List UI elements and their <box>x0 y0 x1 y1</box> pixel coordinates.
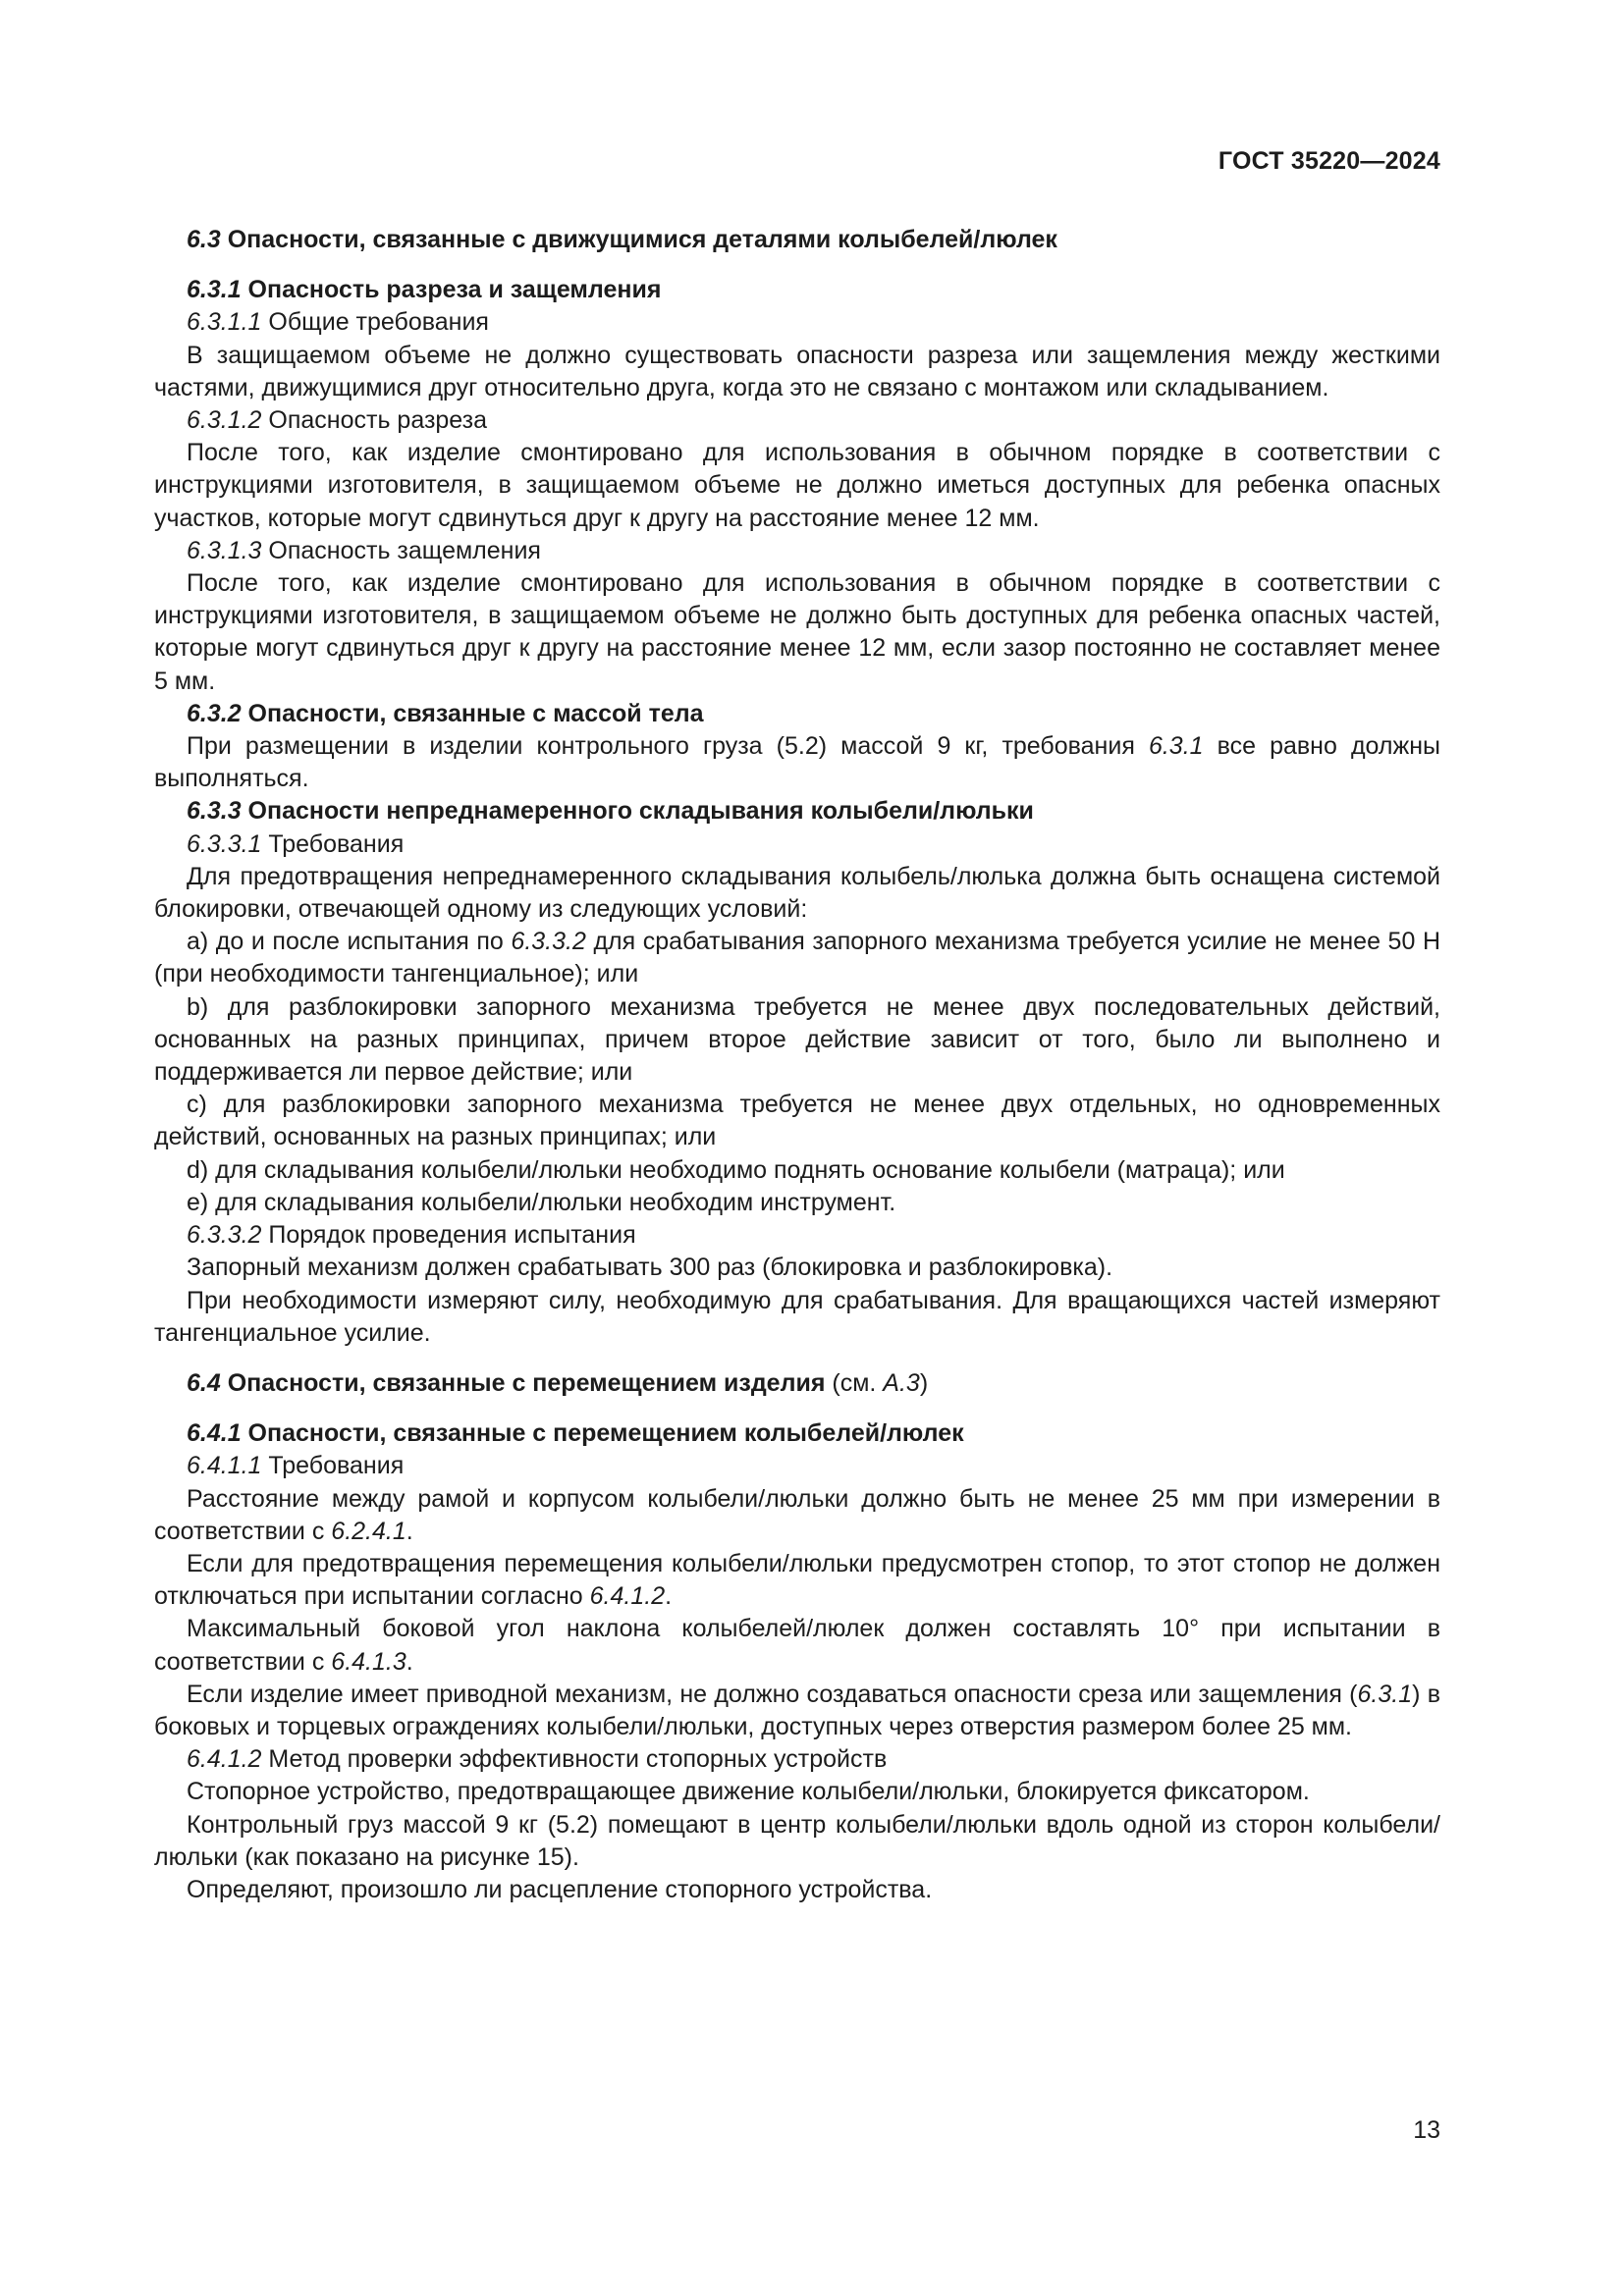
section-6-4-1-heading: 6.4.1 Опасности, связанные с перемещением колыбелей/люлек <box>187 1419 964 1448</box>
paragraph-6-3-3-2-b: При необходимости измеряют силу, необходимую для срабатывания. Для вращающихся частей измеряют тангенциальное усилие. <box>154 1286 1440 1347</box>
section-6-4-1-1-heading: 6.4.1.1 Требования <box>187 1452 405 1480</box>
section-6-3-2-heading: 6.3.2 Опасности, связанные с массой тела <box>187 699 704 727</box>
section-6-4-1-2-heading: 6.4.1.2 Метод проверки эффективности стопорных устройств <box>187 1745 888 1774</box>
section-6-3-1-2-heading: 6.3.1.2 Опасность разреза <box>187 406 488 435</box>
section-6-3-1-heading: 6.3.1 Опасность разреза и защемления <box>187 276 662 304</box>
paragraph-6-4-1-1-b: Если для предотвращения перемещения колыбели/люльки предусмотрен стопор, то этот стопор не должен отключаться при испытании согласно 6.4.1.2. <box>154 1549 1440 1611</box>
paragraph-6-4-1-1-a: Расстояние между рамой и корпусом колыбели/люльки должно быть не менее 25 мм при измерении в соответствии с 6.2.4.1. <box>154 1484 1440 1545</box>
paragraph-6-3-1-1: В защищаемом объеме не должно существовать опасности разреза или защемления между жесткими частями, движущимися друг относительно друга, когда это не связано с монтажом или складыванием. <box>154 341 1440 401</box>
paragraph-6-4-1-2-a: Стопорное устройство, предотвращающее движение колыбели/люльки, блокируется фиксатором. <box>187 1778 1310 1806</box>
paragraph-6-4-1-2-c: Определяют, произошло ли расцепление стопорного устройства. <box>187 1875 933 1903</box>
list-item-b: b) для разблокировки запорного механизма требуется не менее двух последовательных действий, основанных на разных принципах, причем второе действие зависит от того, было ли выполнено и поддерживается ли первое действие; или <box>154 992 1440 1087</box>
paragraph-6-3-2: При размещении в изделии контрольного груза (5.2) массой 9 кг, требования 6.3.1 все равно должны выполняться. <box>154 732 1440 793</box>
paragraph-6-4-1-1-d: Если изделие имеет приводной механизм, не должно создаваться опасности среза или защемления (6.3.1) в боковых и торцевых ограждениях колыбели/люльки, доступных через отверстия размером более 25 мм. <box>154 1680 1440 1740</box>
paragraph-6-4-1-1-c: Максимальный боковой угол наклона колыбелей/люлек должен составлять 10° при испытании в соответствии с 6.4.1.3. <box>154 1615 1440 1676</box>
section-6-4-heading: 6.4 Опасности, связанные с перемещением изделия (см. А.3) <box>187 1368 929 1397</box>
section-6-3-3-2-heading: 6.3.3.2 Порядок проведения испытания <box>187 1221 636 1250</box>
paragraph-6-3-1-3: После того, как изделие смонтировано для использования в обычном порядке в соответствии с инструкциями изготовителя, в защищаемом объеме не должно быть доступных для ребенка опасных частей, которые могут сдвинуться друг к другу на расстояние менее 12 мм, если зазор постоянно не составляет менее 5 мм. <box>154 569 1440 695</box>
document-header: ГОСТ 35220—2024 <box>1218 147 1440 175</box>
paragraph-6-3-3-1: Для предотвращения непреднамеренного складывания колыбель/люлька должна быть оснащена системой блокировки, отвечающей одному из следующих условий: <box>154 862 1440 924</box>
list-item-c: c) для разблокировки запорного механизма требуется не менее двух отдельных, но одновременных действий, основанных на разных принципах; или <box>154 1091 1440 1151</box>
section-6-3-1-3-heading: 6.3.1.3 Опасность защемления <box>187 536 541 564</box>
document-body <box>154 224 1440 1906</box>
list-item-d: d) для складывания колыбели/люльки необходимо поднять основание колыбели (матраца); или <box>187 1155 1285 1184</box>
paragraph-6-4-1-2-b: Контрольный груз массой 9 кг (5.2) помещают в центр колыбели/люльки вдоль одной из сторон колыбели/люльки (как показано на рисунке 15). <box>154 1810 1440 1871</box>
section-6-3-1-1-heading: 6.3.1.1 Общие требования <box>187 308 489 337</box>
section-6-3-3-heading: 6.3.3 Опасности непреднамеренного складывания колыбели/люльки <box>187 797 1034 826</box>
list-item-e: e) для складывания колыбели/люльки необходим инструмент. <box>187 1188 896 1216</box>
page-number: 13 <box>1413 2116 1440 2144</box>
paragraph-6-3-3-2-a: Запорный механизм должен срабатывать 300 раз (блокировка и разблокировка). <box>187 1254 1113 1282</box>
section-6-3-3-1-heading: 6.3.3.1 Требования <box>187 829 405 858</box>
section-6-3-heading: 6.3 Опасности, связанные с движущимися деталями колыбелей/люлек <box>187 226 1057 253</box>
paragraph-6-3-1-2: После того, как изделие смонтировано для использования в обычном порядке в соответствии с инструкциями изготовителя, в защищаемом объеме не должно иметься доступных для ребенка опасных участков, которые могут сдвинуться друг к другу на расстояние менее 12 мм. <box>154 439 1440 532</box>
list-item-a: a) до и после испытания по 6.3.3.2 для срабатывания запорного механизма требуется усилие не менее 50 Н (при необходимости тангенциальное); или <box>154 928 1440 988</box>
